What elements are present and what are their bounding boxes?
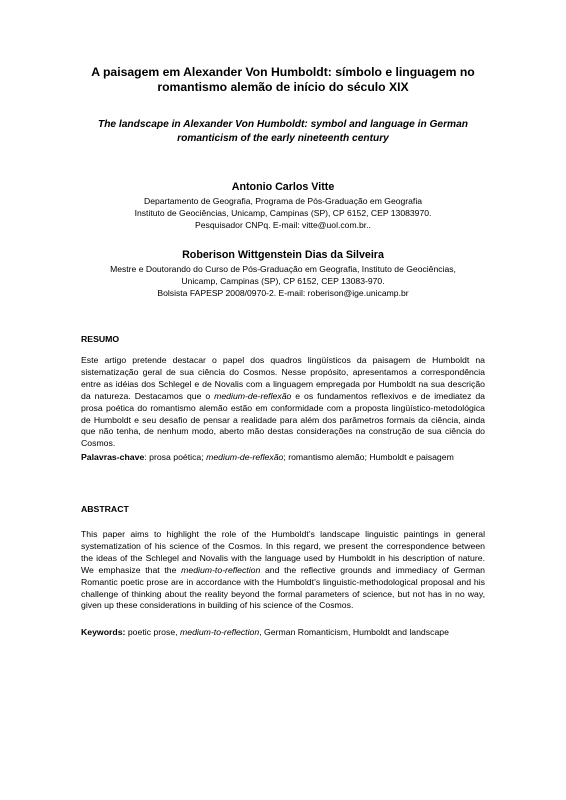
title-pt-line-1: A paisagem em Alexander Von Humboldt: símbolo e linguagem no [91, 65, 475, 79]
palavras-chave-label: Palavras-chave [81, 452, 145, 462]
keywords-label: Keywords: [81, 627, 126, 637]
keywords [81, 627, 485, 639]
palavras-chave [81, 452, 485, 464]
resumo-text: Este artigo pretende destacar o papel dos quadros lingüísticos da paisagem de Humboldt na sistematização geral de sua ciência do Cosmos. Nesse propósito, apresentamos a correspondência entre as idéias dos Schlegel e de Novalis com a linguagem empregada por Humboldt na sua descrição da natureza. Destacamos que o [81, 355, 485, 401]
keywords-text: poetic prose, [125, 627, 180, 637]
author-name: Antonio Carlos Vitte [231, 181, 335, 193]
paper-title-portuguese [60, 65, 506, 95]
abstract-text: and the reflective grounds and immediacy of German Romantic poetic prose are in accordance with the Humboldt’s linguistic-methodological proposal and his challenge of thinking about the reality beyond the formal parameters of science, but not has in no way, given up these considerations in building of his science of the Cosmos. [81, 564, 485, 611]
title-pt-line-2: romantismo alemão de início do século XIX [157, 80, 409, 94]
abstract-italic-term: medium-to-reflection [181, 564, 261, 575]
resumo-body [81, 355, 485, 450]
author-block-2 [60, 248, 506, 299]
author-affiliation-line: Departamento de Geografia, Programa de Pós-Graduação em Geografia [143, 196, 423, 206]
resumo-heading-text: RESUMO [81, 334, 120, 344]
resumo-text: e os fundamentos reflexivos e de imediatez da prosa poética do romantismo alemão estão em conformidade com a proposta lingüístico-metodológica de Humboldt e seu desafio de pensar a realidade para além dos parâmetros formais da ciência, ainda que não tenha, de nenhum modo, aberto mão destas considerações na construção de sua ciência do Cosmos. [81, 390, 486, 449]
title-en-line-1: The landscape in Alexander Von Humboldt: symbol and language in German [97, 119, 469, 130]
author-name: Roberison Wittgenstein Dias da Silveira [182, 249, 384, 261]
author-affiliation-line: Mestre e Doutorando do Curso de Pós-Graduação em Geografia, Instituto de Geociências, [110, 264, 456, 274]
keywords-text: , German Romanticism, Humboldt and landscape [259, 627, 449, 637]
abstract-text: This paper aims to highlight the role of the Humboldt’s landscape linguistic paintings in general systematization of his science of the Cosmos. In this regard, we present the correspondence between the ideas of the Schlegel and Novalis with the language used by Humboldt in his description of nature. We emphasize that the [81, 529, 485, 575]
resumo-italic-term: medium-de-reflexão [214, 390, 292, 401]
abstract-heading [81, 504, 485, 516]
author-affiliation-line: Unicamp, Campinas (SP), CP 6152, CEP 13083-970. [181, 275, 385, 286]
title-en-line-2: romanticism of the early nineteenth century [177, 133, 389, 144]
abstract-heading-text: ABSTRACT [81, 504, 129, 514]
author-affiliation-line: Bolsista FAPESP 2008/0970-2. E-mail: roberison@ige.unicamp.br [157, 287, 409, 298]
author-block-1 [60, 180, 506, 231]
keywords-italic-term: medium-to-reflection [180, 627, 260, 637]
author-affiliation-line: Instituto de Geociências, Unicamp, Campinas (SP), CP 6152, CEP 13083970. [134, 207, 432, 218]
paper-title-english [60, 118, 506, 146]
abstract-body [81, 529, 485, 612]
resumo-heading [81, 334, 485, 346]
palavras-chave-italic-term: medium-de-reflexão [206, 452, 284, 462]
author-affiliation-line: Pesquisador CNPq. E-mail: vitte@uol.com.br.. [195, 219, 371, 230]
palavras-chave-text: ; romantismo alemão; Humboldt e paisagem [283, 452, 454, 462]
palavras-chave-text: : prosa poética; [144, 452, 207, 462]
